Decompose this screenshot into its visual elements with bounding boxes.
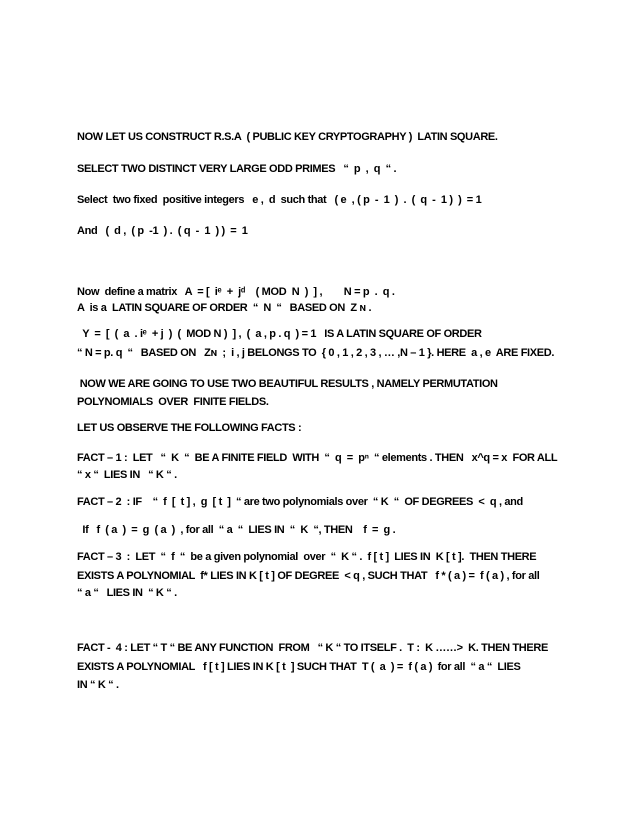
fact-1: FACT – 1 : LET “ K “ BE A FINITE FIELD WITH “ q = pⁿ “ elements . THEN x^q = x FOR ALL	[77, 452, 558, 464]
fact-3-cont-2: “ a “ LIES IN “ K “ .	[77, 587, 177, 599]
fact-2-cont: If f ( a ) = g ( a ) , for all “ a “ LIES IN “ K “, THEN f = g .	[77, 524, 396, 536]
fact-4: FACT - 4 : LET “ T “ BE ANY FUNCTION FROM “ K “ TO ITSELF . T : K ……> K. THEN THERE	[77, 642, 548, 654]
text-permutation-intro: NOW WE ARE GOING TO USE TWO BEAUTIFUL RESULTS , NAMELY PERMUTATION	[77, 378, 498, 390]
fact-2: FACT – 2 : IF “ f [ t ] , g [ t ] “ are two polynomials over “ K “ OF DEGREES < q , and	[77, 496, 523, 508]
text-define-matrix: Now define a matrix A = [ iᵉ + jᵈ ( MOD N ) ] , N = p . q .	[77, 286, 395, 298]
fact-1-cont: “ x “ LIES IN “ K “ .	[77, 469, 177, 481]
fact-4-cont: EXISTS A POLYNOMIAL f [ t ] LIES IN K [ t ] SUCH THAT T ( a ) = f ( a ) for all “ a “ LIES	[77, 661, 521, 673]
fact-3: FACT – 3 : LET “ f “ be a given polynomial over “ K “ . f [ t ] LIES IN K [ t ]. THEN THERE	[77, 551, 537, 563]
text-select-integers: Select two fixed positive integers e , d such that ( e , ( p - 1 ) . ( q - 1 ) ) = 1	[77, 194, 482, 206]
text-observe-facts: LET US OBSERVE THE FOLLOWING FACTS :	[77, 422, 302, 434]
text-permutation-intro-cont: POLYNOMIALS OVER FINITE FIELDS.	[77, 396, 269, 408]
text-gcd-condition: And ( d , ( p -1 ) . ( q - 1 ) ) = 1	[77, 225, 248, 237]
text-latin-square-order: A is a LATIN SQUARE OF ORDER “ N “ BASED ON Z ɴ .	[77, 302, 372, 314]
fact-4-cont-2: IN “ K “ .	[77, 679, 119, 691]
heading-rsa-latin-square: NOW LET US CONSTRUCT R.S.A ( PUBLIC KEY CRYPTOGRAPHY ) LATIN SQUARE.	[77, 131, 498, 143]
text-select-primes: SELECT TWO DISTINCT VERY LARGE ODD PRIMES “ p , q “ .	[77, 163, 397, 175]
fact-3-cont: EXISTS A POLYNOMIAL f* LIES IN K [ t ] OF DEGREE < q , SUCH THAT f * ( a ) = f ( a ) , for all	[77, 570, 540, 582]
text-y-matrix: Y = [ ( a . iᵉ + j ) ( MOD N ) ] , ( a , p . q ) = 1 IS A LATIN SQUARE OF ORDER	[77, 328, 482, 340]
text-based-on-zn: “ N = p. q “ BASED ON Zɴ ; i , j BELONGS TO { 0 , 1 , 2 , 3 , … ,N – 1 }. HERE a , e ARE FIXED.	[77, 347, 555, 359]
